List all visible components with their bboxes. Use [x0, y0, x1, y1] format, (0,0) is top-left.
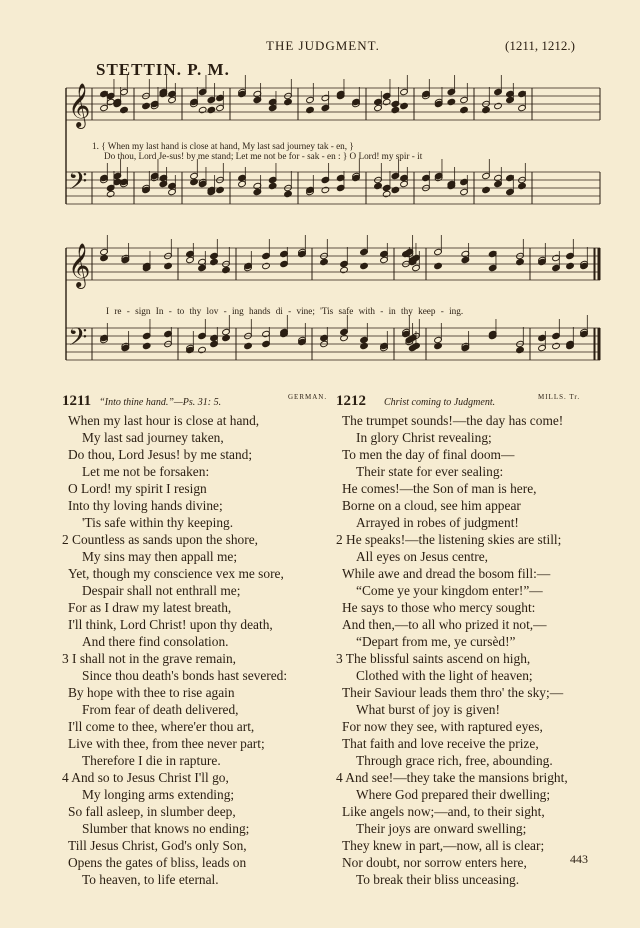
hymn-line: To men the day of final doom—	[342, 447, 515, 462]
hymn-line: Therefore I die in rapture.	[82, 753, 221, 768]
hymn-line: I'll think, Lord Christ! upon thy death,	[68, 617, 273, 632]
hymn-line: My longing arms extending;	[82, 787, 235, 802]
hymn-number: 1212	[336, 393, 366, 409]
page-number: 443	[570, 852, 588, 866]
hymn-line: “Depart from me, ye cursèd!”	[356, 634, 516, 649]
hymn-line: By hope with thee to rise again	[68, 685, 235, 700]
hymn-line: In glory Christ revealing;	[356, 430, 492, 445]
lyric-line-2: Do thou, Lord Je-sus! by me stand; Let me not be for - sak - en : } O Lord! my spir - it	[104, 151, 423, 161]
hymn-line: Opens the gates of bliss, leads on	[68, 855, 247, 870]
hymn-line: Live with thee, from thee never part;	[68, 736, 265, 751]
hymn-line: When my last hour is close at hand,	[68, 413, 260, 428]
hymn-line: Like angels now;—and, to their sight,	[342, 804, 545, 819]
hymn-source: Christ coming to Judgment.	[384, 397, 496, 408]
hymn-line: 'Tis safe within thy keeping.	[82, 515, 234, 530]
hymn-line: They knew in part,—now, all is clear;	[342, 838, 545, 853]
hymn-line: Through grace rich, free, abounding.	[356, 753, 553, 768]
hymn-line: Slumber that knows no ending;	[82, 821, 250, 836]
hymn-number: 1211	[62, 393, 92, 409]
hymn-1212-text	[336, 412, 568, 888]
hymn-line: What burst of joy is given!	[356, 702, 500, 717]
hymn-line: So fall asleep, in slumber deep,	[68, 804, 236, 819]
hymn-line: The trumpet sounds!—the day has come!	[342, 413, 564, 428]
hymn-line: 4 And see!—they take the mansions bright,	[336, 770, 568, 785]
hymn-line: 3 I shall not in the grave remain,	[62, 651, 237, 666]
hymn-1211-text	[62, 412, 287, 888]
hymn-line: For as I draw my latest breath,	[68, 600, 232, 615]
hymn-line: Till Jesus Christ, God's only Son,	[68, 838, 247, 853]
hymn-line: Despair shall not enthrall me;	[82, 583, 241, 598]
hymn-line: Do thou, Lord Jesus! by me stand;	[68, 447, 253, 462]
hymn-line: From fear of death delivered,	[82, 702, 239, 717]
hymn-line: “Come ye your kingdom enter!”—	[356, 583, 543, 598]
hymn-line: 3 The blissful saints ascend on high,	[336, 651, 531, 666]
hymn-line: My sins may then appall me;	[82, 549, 238, 564]
hymn-line: He comes!—the Son of man is here,	[342, 481, 537, 496]
hymn-line: Their joys are onward swelling;	[356, 821, 527, 836]
lyric-line-3: I re - sign In - to thy lov - ing hands di - vine; 'Tis safe with - in thy keep - ing.	[106, 306, 464, 316]
hymn-line: Their state for ever sealing:	[356, 464, 504, 479]
hymn-line: Yet, though my conscience vex me sore,	[68, 566, 284, 581]
hymn-line: Where God prepared their dwelling;	[356, 787, 551, 802]
hymn-line: Since thou death's bonds hast severed:	[82, 668, 288, 683]
hymn-line: Into thy loving hands divine;	[68, 498, 223, 513]
hymn-line: Nor doubt, nor sorrow enters here,	[342, 855, 527, 870]
svg-text:𝄞: 𝄞	[68, 83, 91, 127]
hymn-line: 2 He speaks!—the listening skies are still;	[336, 532, 562, 547]
hymn-line: While awe and dread the bosom fill:—	[342, 566, 551, 581]
hymn-author: MILLS. Tr.	[538, 393, 581, 401]
tune-name: STETTIN. P. M.	[96, 60, 230, 79]
hymn-line: I'll come to thee, where'er thou art,	[68, 719, 255, 734]
hymn-line: That faith and love receive the prize,	[342, 736, 539, 751]
svg-text:𝄞: 𝄞	[68, 243, 91, 287]
hymn-line: 4 And so to Jesus Christ I'll go,	[62, 770, 229, 785]
hymn-line: My last sad journey taken,	[82, 430, 224, 445]
hymn-line: And there find consolation.	[82, 634, 229, 649]
hymn-line: To heaven, to life eternal.	[82, 872, 219, 887]
hymn-1211-heading	[62, 392, 221, 410]
hymn-line: And then,—to all who prized it not,—	[342, 617, 547, 632]
hymn-line: Borne on a cloud, see him appear	[342, 498, 521, 513]
hymn-line: He says to those who mercy sought:	[342, 600, 536, 615]
running-title: THE JUDGMENT.	[266, 38, 380, 53]
svg-text:𝄢: 𝄢	[68, 323, 88, 358]
hymn-line: O Lord! my spirit I resign	[68, 481, 207, 496]
hymn-numbers-header: (1211, 1212.)	[505, 38, 575, 53]
hymn-source: “Into thine hand.”—Ps. 31: 5.	[99, 397, 222, 408]
hymn-author: GERMAN.	[288, 393, 328, 401]
hymn-line: Let me not be forsaken:	[82, 464, 210, 479]
hymn-line: Arrayed in robes of judgment!	[356, 515, 519, 530]
hymn-line: All eyes on Jesus centre,	[356, 549, 489, 564]
hymn-line: Their Saviour leads them thro' the sky;—	[342, 685, 564, 700]
hymn-line: Clothed with the light of heaven;	[356, 668, 533, 683]
hymn-line: For now they see, with raptured eyes,	[342, 719, 543, 734]
lyric-line-1: 1. { When my last hand is close at hand, My last sad journey tak - en, }	[92, 141, 354, 151]
hymn-line: 2 Countless as sands upon the shore,	[62, 532, 259, 547]
hymn-1212-heading	[336, 392, 495, 410]
hymn-line: To break their bliss unceasing.	[356, 872, 520, 887]
svg-text:𝄢: 𝄢	[68, 167, 88, 202]
